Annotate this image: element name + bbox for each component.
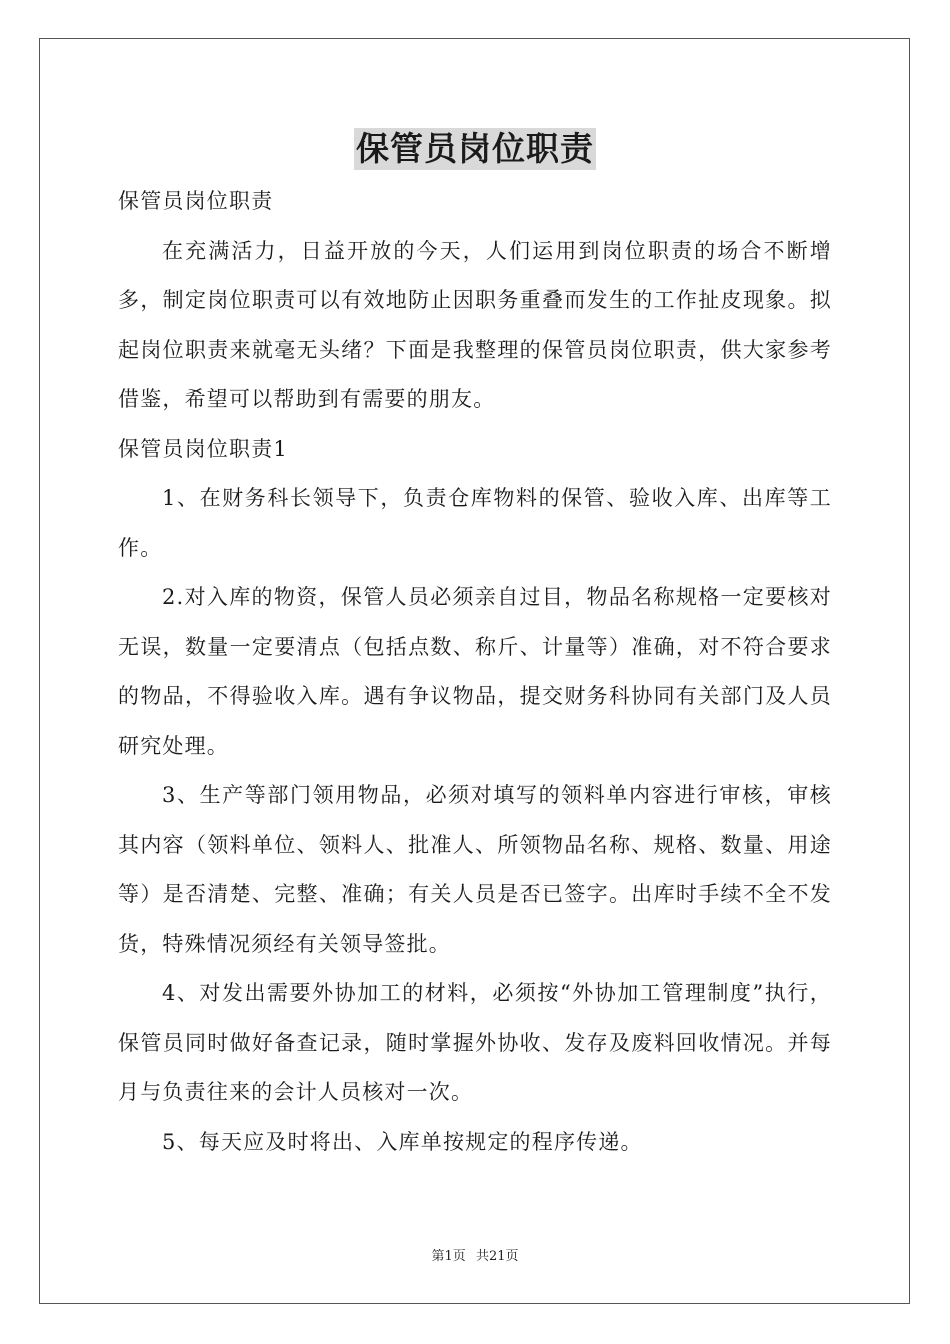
duty-item-2: 2.对入库的物资，保管人员必须亲自过目，物品名称规格一定要核对无误，数量一定要清点（包括点数、称斤、计量等）准确，对不符合要求的物品，不得验收入库。遇有争议物品，提交财务科协同有关部门及人员研究处理。 xyxy=(118,585,832,758)
document-subtitle: 保管员岗位职责 xyxy=(118,189,274,213)
page-number-total: 共21页 xyxy=(475,1249,519,1264)
duty-item-4: 4、对发出需要外协加工的材料，必须按“外协加工管理制度”执行，保管员同时做好备查记录，随时掌握外协收、发存及废料回收情况。并每月与负责往来的会计人员核对一次。 xyxy=(118,981,832,1104)
duty-item-5: 5、每天应及时将出、入库单按规定的程序传递。 xyxy=(162,1129,643,1154)
section-heading: 保管员岗位职责1 xyxy=(118,436,288,461)
title-container xyxy=(0,128,950,170)
document-title: 保管员岗位职责 xyxy=(356,129,594,168)
duty-item-3: 3、生产等部门领用物品，必须对填写的领料单内容进行审核，审核其内容（领料单位、领料人、批准人、所领物品名称、规格、数量、用途等）是否清楚、完整、准确；有关人员是否已签字。出库时手续不全不发货，特殊情况须经有关领导签批。 xyxy=(118,783,832,956)
page-footer xyxy=(0,1245,950,1264)
document-body xyxy=(118,177,832,1167)
page-number-current: 第1页 xyxy=(431,1249,466,1264)
duty-item-1: 1、在财务科长领导下，负责仓库物料的保管、验收入库、出库等工作。 xyxy=(118,486,832,560)
intro-paragraph: 在充满活力，日益开放的今天，人们运用到岗位职责的场合不断增多，制定岗位职责可以有效地防止因职务重叠而发生的工作扯皮现象。拟起岗位职责来就毫无头绪？下面是我整理的保管员岗位职责，供大家参考借鉴，希望可以帮助到有需要的朋友。 xyxy=(118,238,832,411)
